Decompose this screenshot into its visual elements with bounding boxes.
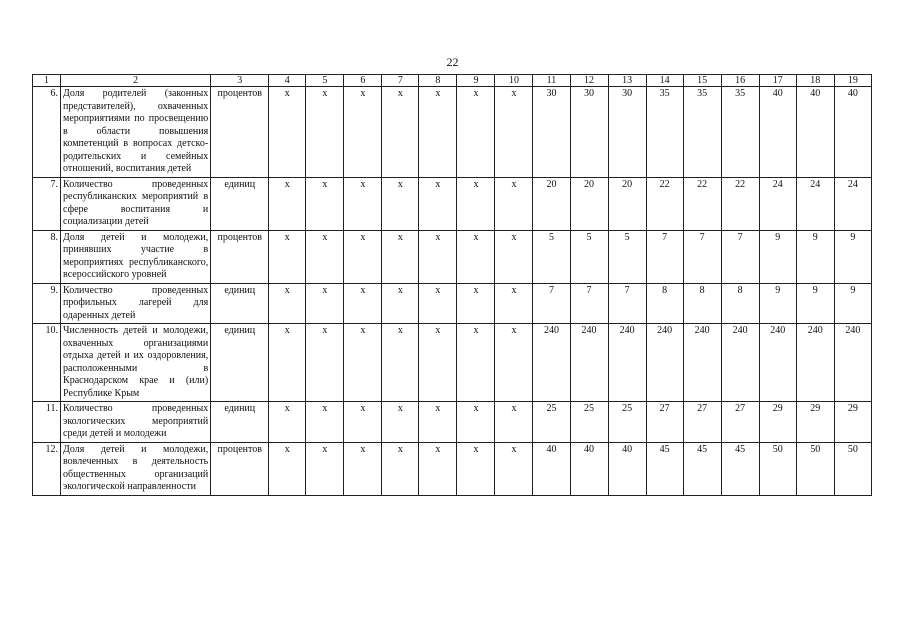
indicator-value: х	[269, 324, 306, 402]
column-number-8: 8	[419, 75, 457, 87]
indicator-value: 30	[608, 87, 646, 178]
indicator-unit: процентов	[211, 230, 269, 283]
indicator-value: х	[419, 324, 457, 402]
indicator-value: х	[344, 283, 382, 324]
indicator-value: х	[495, 230, 533, 283]
indicator-value: 50	[834, 442, 871, 495]
indicator-value: х	[382, 230, 419, 283]
indicator-value: 40	[608, 442, 646, 495]
indicator-value: х	[269, 177, 306, 230]
column-number-row	[33, 75, 872, 87]
indicator-value: 25	[570, 402, 608, 443]
indicator-value: 40	[759, 87, 796, 178]
column-number-15: 15	[683, 75, 721, 87]
column-number-5: 5	[306, 75, 344, 87]
indicator-value: х	[457, 177, 495, 230]
indicator-value: х	[419, 283, 457, 324]
indicator-value: х	[495, 87, 533, 178]
indicator-value: х	[457, 402, 495, 443]
column-number-13: 13	[608, 75, 646, 87]
indicator-value: х	[457, 230, 495, 283]
indicator-value: 24	[759, 177, 796, 230]
column-number-3: 3	[211, 75, 269, 87]
indicator-value: 240	[796, 324, 834, 402]
page-number: 22	[446, 55, 459, 69]
table-row	[33, 177, 872, 230]
column-number-11: 11	[533, 75, 570, 87]
indicator-value: х	[457, 283, 495, 324]
indicator-value: 22	[646, 177, 683, 230]
column-number-9: 9	[457, 75, 495, 87]
indicator-value: 5	[570, 230, 608, 283]
indicator-value: х	[419, 87, 457, 178]
indicator-value: х	[495, 402, 533, 443]
indicator-value: 24	[796, 177, 834, 230]
indicator-value: х	[306, 442, 344, 495]
column-number-12: 12	[570, 75, 608, 87]
indicator-unit: единиц	[211, 283, 269, 324]
indicator-value: х	[419, 442, 457, 495]
indicator-value: х	[495, 324, 533, 402]
indicator-value: 240	[834, 324, 871, 402]
column-number-1: 1	[33, 75, 61, 87]
indicator-value: х	[269, 442, 306, 495]
indicator-name: Доля детей и молодежи, принявших участие в мероприятиях республиканского, всероссийского уровней	[61, 230, 211, 283]
indicator-value: х	[269, 230, 306, 283]
table-row	[33, 87, 872, 178]
indicator-name: Доля детей и молодежи, вовлеченных в деятельность общественных организаций экологической направленности	[61, 442, 211, 495]
indicator-value: х	[382, 87, 419, 178]
column-number-7: 7	[382, 75, 419, 87]
column-number-2: 2	[61, 75, 211, 87]
indicator-value: х	[495, 283, 533, 324]
indicator-unit: единиц	[211, 324, 269, 402]
indicator-value: х	[344, 324, 382, 402]
indicator-value: 20	[608, 177, 646, 230]
indicator-value: 20	[570, 177, 608, 230]
indicator-value: 240	[570, 324, 608, 402]
indicator-value: 9	[796, 283, 834, 324]
indicator-name: Численность детей и молодежи, охваченных организациями отдыха детей и их оздоровления, расположенными в Краснодарском крае и (или) Республике Крым	[61, 324, 211, 402]
indicator-value: х	[419, 402, 457, 443]
indicator-unit: единиц	[211, 402, 269, 443]
row-number: 12.	[33, 442, 61, 495]
indicator-value: 25	[533, 402, 570, 443]
indicator-value: 8	[721, 283, 759, 324]
column-number-19: 19	[834, 75, 871, 87]
indicator-value: 45	[646, 442, 683, 495]
column-number-10: 10	[495, 75, 533, 87]
indicator-value: х	[306, 87, 344, 178]
table-row	[33, 230, 872, 283]
indicator-value: х	[382, 283, 419, 324]
row-number: 9.	[33, 283, 61, 324]
indicator-value: 29	[759, 402, 796, 443]
indicator-value: х	[382, 324, 419, 402]
indicator-value: 45	[721, 442, 759, 495]
column-number-14: 14	[646, 75, 683, 87]
indicator-name: Доля родителей (законных представителей), охваченных мероприятиями по просвещению в области повышения компетенций в вопросах детско-родительских и семейных отношений, воспитания детей	[61, 87, 211, 178]
row-number: 10.	[33, 324, 61, 402]
indicator-value: х	[344, 230, 382, 283]
table-row	[33, 283, 872, 324]
indicator-value: 35	[646, 87, 683, 178]
indicator-value: 30	[570, 87, 608, 178]
indicator-value: х	[457, 442, 495, 495]
indicator-value: 27	[683, 402, 721, 443]
indicator-value: х	[457, 324, 495, 402]
indicator-value: 22	[683, 177, 721, 230]
indicator-unit: единиц	[211, 177, 269, 230]
indicator-value: 5	[533, 230, 570, 283]
indicator-value: 240	[721, 324, 759, 402]
indicator-value: 240	[683, 324, 721, 402]
row-number: 6.	[33, 87, 61, 178]
indicator-value: х	[306, 324, 344, 402]
indicator-value: 7	[683, 230, 721, 283]
indicator-value: х	[419, 177, 457, 230]
indicator-name: Количество проведенных республиканских мероприятий в сфере воспитания и социализации детей	[61, 177, 211, 230]
indicator-value: х	[344, 402, 382, 443]
indicator-value: х	[382, 442, 419, 495]
indicator-value: 240	[759, 324, 796, 402]
indicator-value: 29	[834, 402, 871, 443]
column-number-4: 4	[269, 75, 306, 87]
column-number-6: 6	[344, 75, 382, 87]
indicator-value: 45	[683, 442, 721, 495]
table-row	[33, 324, 872, 402]
indicator-value: 27	[721, 402, 759, 443]
indicator-value: 40	[796, 87, 834, 178]
indicator-value: х	[306, 402, 344, 443]
column-number-16: 16	[721, 75, 759, 87]
indicator-value: 40	[834, 87, 871, 178]
indicator-value: 22	[721, 177, 759, 230]
indicator-name: Количество проведенных экологических мероприятий среди детей и молодежи	[61, 402, 211, 443]
indicator-value: 9	[759, 230, 796, 283]
indicator-value: 240	[608, 324, 646, 402]
indicator-value: х	[344, 87, 382, 178]
indicator-value: 50	[759, 442, 796, 495]
indicator-value: 9	[834, 230, 871, 283]
indicator-value: 40	[570, 442, 608, 495]
indicator-unit: процентов	[211, 87, 269, 178]
indicator-value: х	[382, 402, 419, 443]
column-number-18: 18	[796, 75, 834, 87]
indicator-value: х	[306, 230, 344, 283]
indicator-value: 30	[533, 87, 570, 178]
indicator-value: 240	[646, 324, 683, 402]
indicator-value: х	[269, 283, 306, 324]
indicator-value: х	[495, 177, 533, 230]
indicator-value: 7	[608, 283, 646, 324]
indicator-value: 40	[533, 442, 570, 495]
indicator-value: 35	[721, 87, 759, 178]
table-row	[33, 442, 872, 495]
row-number: 8.	[33, 230, 61, 283]
row-number: 7.	[33, 177, 61, 230]
indicator-value: х	[457, 87, 495, 178]
indicator-value: х	[344, 177, 382, 230]
indicator-value: 5	[608, 230, 646, 283]
indicator-name: Количество проведенных профильных лагерей для одаренных детей	[61, 283, 211, 324]
indicator-value: 9	[796, 230, 834, 283]
indicator-value: 27	[646, 402, 683, 443]
indicator-value: х	[269, 87, 306, 178]
indicator-value: х	[269, 402, 306, 443]
indicator-value: х	[495, 442, 533, 495]
indicators-table	[32, 74, 872, 496]
indicator-value: 7	[721, 230, 759, 283]
indicator-value: 35	[683, 87, 721, 178]
indicator-value: х	[344, 442, 382, 495]
indicator-value: 8	[646, 283, 683, 324]
indicator-value: 7	[533, 283, 570, 324]
indicator-value: х	[306, 283, 344, 324]
indicator-value: х	[306, 177, 344, 230]
indicator-value: 25	[608, 402, 646, 443]
table-row	[33, 402, 872, 443]
indicator-value: 20	[533, 177, 570, 230]
indicator-value: 24	[834, 177, 871, 230]
indicator-unit: процентов	[211, 442, 269, 495]
indicator-value: 9	[759, 283, 796, 324]
indicator-value: 240	[533, 324, 570, 402]
indicator-value: 7	[570, 283, 608, 324]
indicator-value: 8	[683, 283, 721, 324]
indicator-value: 29	[796, 402, 834, 443]
indicator-value: 9	[834, 283, 871, 324]
indicator-value: х	[419, 230, 457, 283]
indicator-value: 50	[796, 442, 834, 495]
indicator-value: х	[382, 177, 419, 230]
indicator-value: 7	[646, 230, 683, 283]
column-number-17: 17	[759, 75, 796, 87]
row-number: 11.	[33, 402, 61, 443]
